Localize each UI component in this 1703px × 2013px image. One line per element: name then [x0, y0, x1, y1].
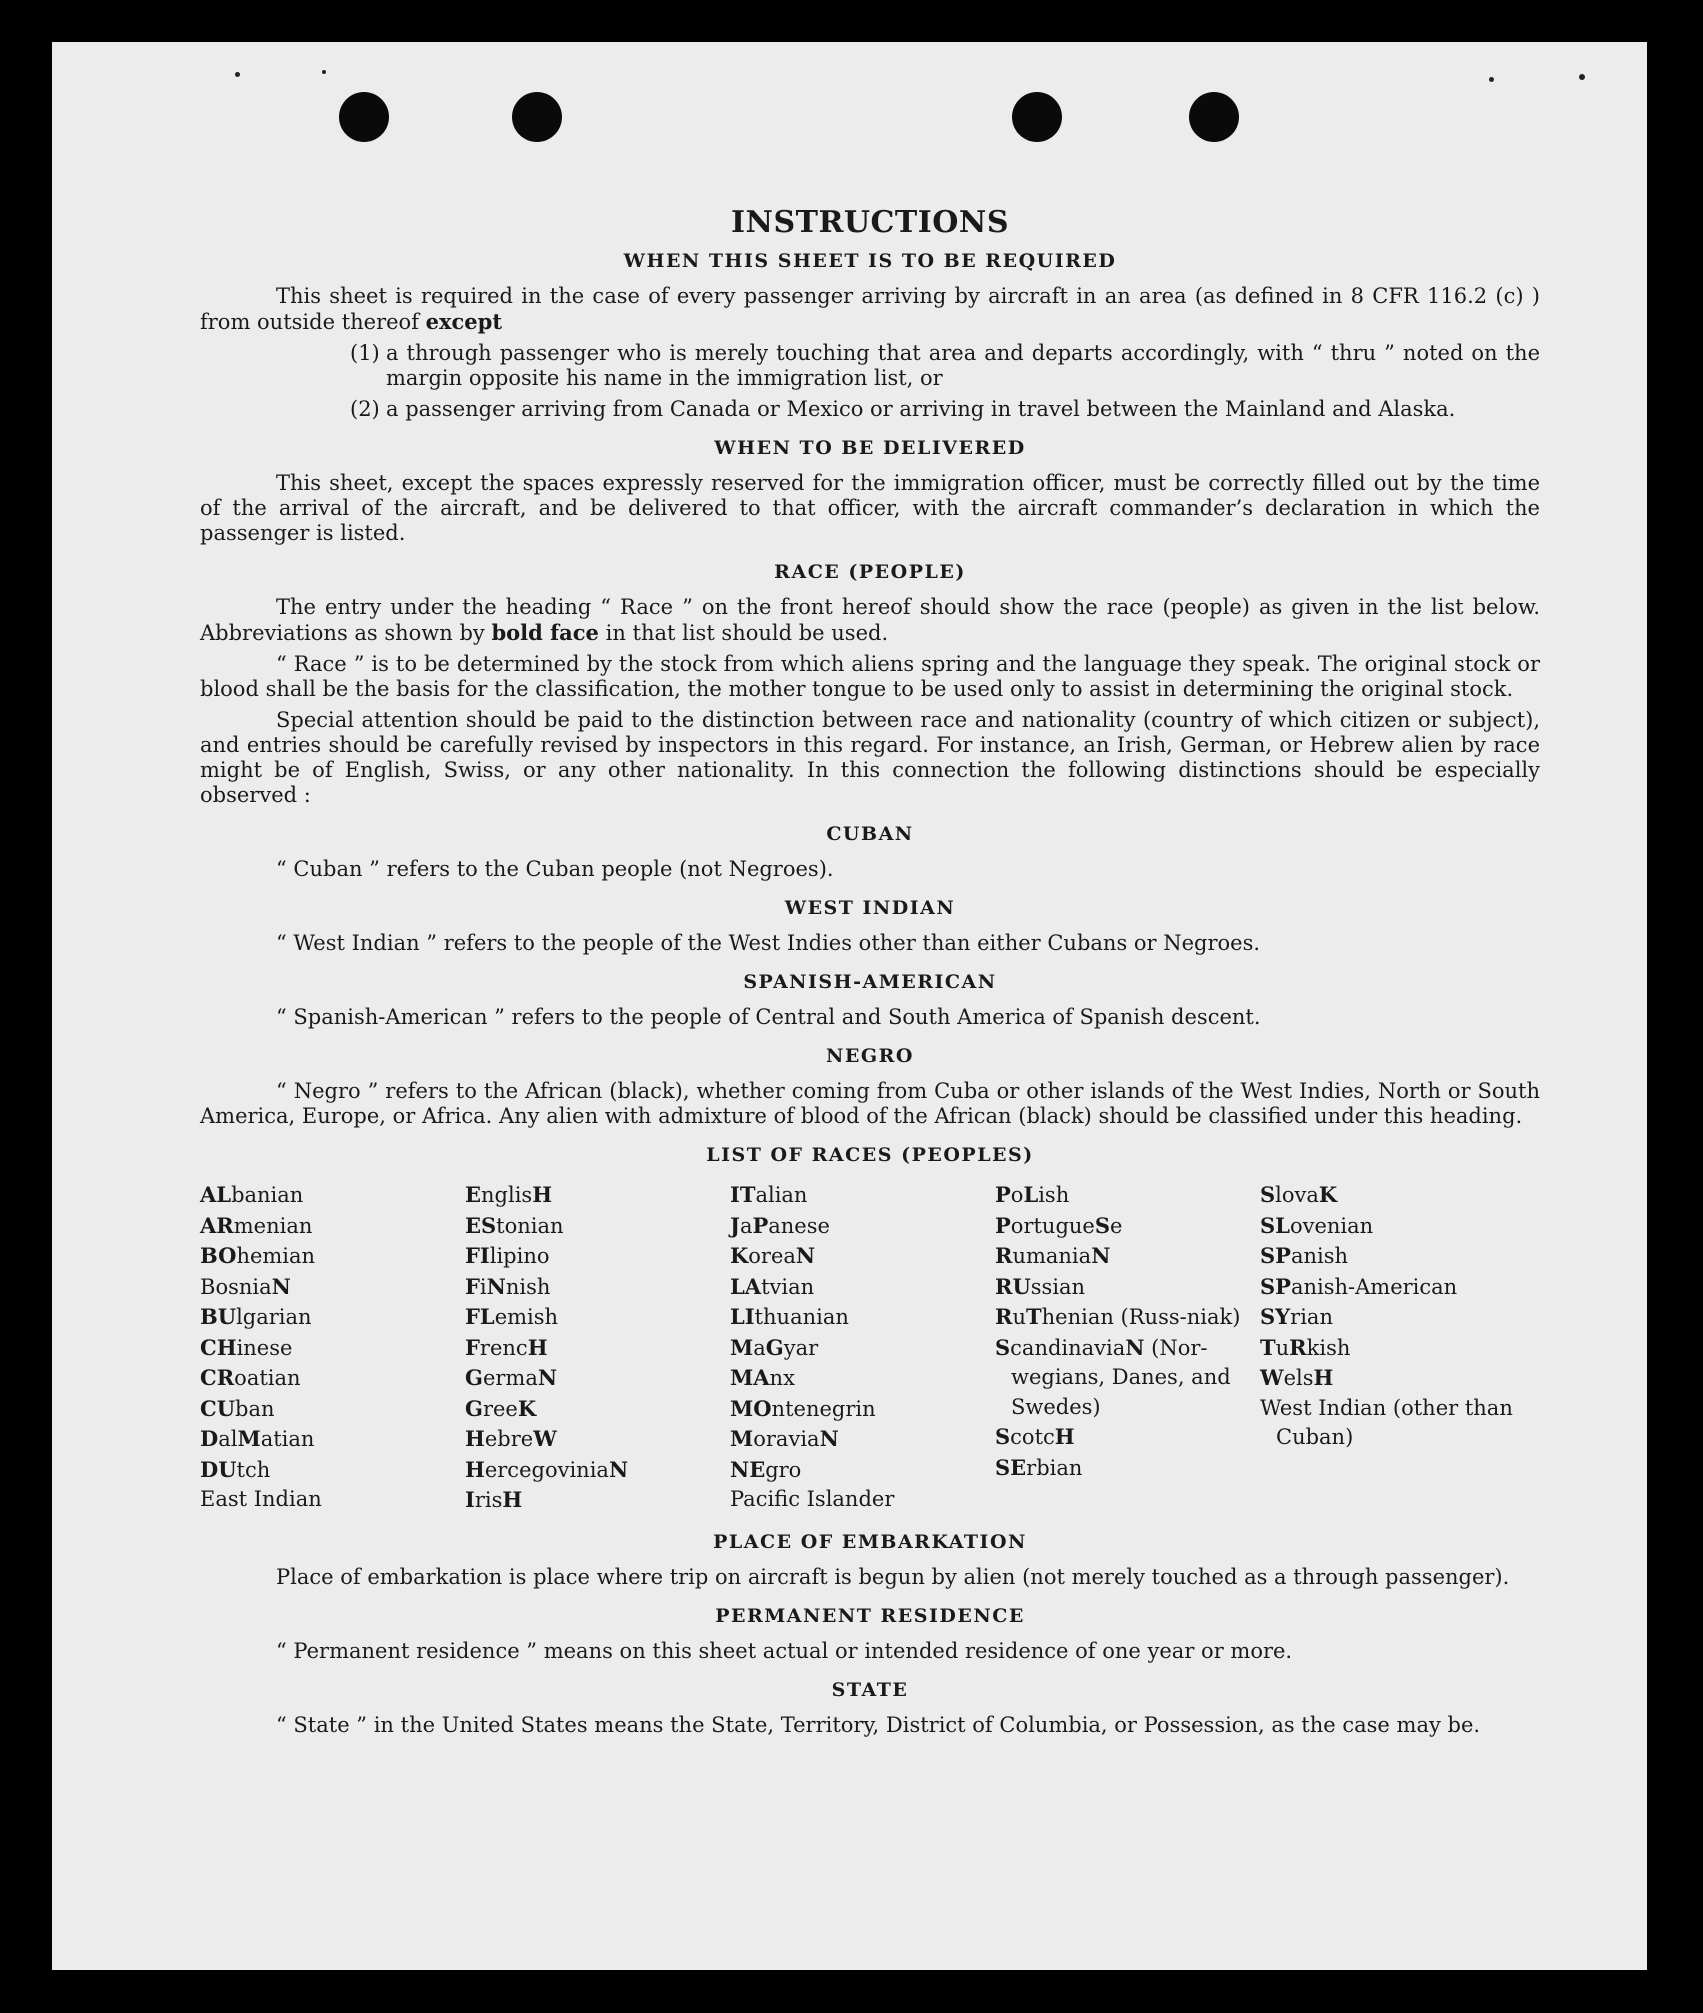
race-list-item	[995, 1180, 1260, 1211]
race-abbreviation: P	[995, 1212, 1011, 1238]
race-abbreviation: M	[730, 1426, 754, 1451]
race-name-part: umania	[1012, 1244, 1092, 1268]
race-abbreviation: G	[465, 1365, 483, 1390]
race-list-column	[995, 1180, 1260, 1516]
race-abbreviation: N	[271, 1273, 291, 1299]
race-list-item	[465, 1363, 730, 1394]
race-name-part: candinavia	[1010, 1335, 1126, 1360]
race-abbreviation: F	[465, 1273, 480, 1299]
race-list-item	[730, 1211, 995, 1242]
race-abbreviation: DU	[200, 1456, 237, 1482]
race-abbreviation: S	[995, 1334, 1011, 1360]
race-list-item	[730, 1485, 995, 1515]
race-list-item	[465, 1302, 730, 1333]
race-list-item	[200, 1333, 465, 1364]
race-abbreviation: LI	[730, 1304, 755, 1329]
race-name-part: ortugue	[1010, 1213, 1095, 1238]
race-name-part: renc	[479, 1335, 528, 1360]
race-name-part: osnia	[215, 1274, 272, 1299]
race-name-part: (Nor-wegians, Danes, and Swedes)	[1011, 1335, 1231, 1419]
section-heading-negro: NEGRO	[826, 1045, 914, 1067]
place-of-embarkation-text: Place of embarkation is place where trip on aircraft is begun by alien (not merely touched as a through passenger).	[276, 1564, 1510, 1589]
race-name-part: oatian	[234, 1366, 301, 1390]
race-abbreviation: FL	[465, 1304, 495, 1329]
punch-hole	[1189, 92, 1239, 142]
race-name-part: thuanian	[754, 1305, 849, 1329]
race-name-part: anish-American	[1290, 1274, 1458, 1299]
race-name-part: a	[753, 1335, 766, 1360]
negro-text: “ Negro ” refers to the African (black), whether coming from Cuba or other islands of the West Indies, North or South America, Europe, or Africa. Any alien with admixture of blood of the African (black) should be classified under this heading.	[200, 1079, 1540, 1128]
section-heading-when-required: WHEN THIS SHEET IS TO BE REQUIRED	[623, 250, 1117, 272]
race-list-item	[730, 1424, 995, 1455]
race-abbreviation: LA	[730, 1273, 762, 1299]
section-heading-place-of-embarkation: PLACE OF EMBARKATION	[713, 1530, 1027, 1553]
race-abbreviation: H	[502, 1487, 523, 1512]
race-list-item	[200, 1394, 465, 1425]
race-name-part: al	[218, 1427, 238, 1451]
section-heading-west-indian: WEST INDIAN	[784, 897, 956, 919]
section-heading-when-delivered: WHEN TO BE DELIVERED	[714, 437, 1026, 459]
race-abbreviation: L	[1023, 1182, 1039, 1207]
race-name-part: ssian	[1030, 1274, 1086, 1299]
race-list-item	[465, 1455, 730, 1486]
race-name-part: atian	[260, 1427, 315, 1451]
race-abbreviation: R	[1289, 1334, 1307, 1360]
race-list-item	[1260, 1363, 1525, 1394]
race-list-item	[730, 1363, 995, 1394]
race-abbreviation: CH	[200, 1334, 237, 1360]
race-list-item	[200, 1211, 465, 1242]
race-name-part: East Indian	[200, 1487, 322, 1511]
race-list-item	[465, 1241, 730, 1272]
race-abbreviation: N	[819, 1426, 839, 1451]
race-list-item	[995, 1211, 1260, 1242]
race-name-part: tch	[236, 1457, 271, 1482]
race-abbreviation: H	[532, 1182, 553, 1207]
race-list-item	[995, 1241, 1260, 1272]
race-abbreviation: M	[237, 1426, 261, 1451]
race-abbreviation: IT	[730, 1182, 756, 1207]
race-list-item	[995, 1422, 1260, 1453]
section-heading-permanent-residence: PERMANENT RESIDENCE	[715, 1604, 1025, 1627]
race-abbreviation: T	[1260, 1334, 1276, 1360]
race-abbreviation: N	[608, 1456, 629, 1482]
race-name-part: inese	[236, 1335, 293, 1360]
race-abbreviation: MA	[730, 1365, 770, 1390]
section-heading-spanish-american: SPANISH-AMERICAN	[743, 971, 997, 993]
race-abbreviation: E	[465, 1182, 482, 1207]
race-list-item	[200, 1180, 465, 1211]
race-abbreviation: P	[752, 1212, 769, 1238]
race-abbreviation: F	[465, 1334, 480, 1360]
race-name-part: o	[1010, 1183, 1024, 1207]
race-list-column	[200, 1180, 465, 1516]
race-name-part: yar	[783, 1335, 819, 1360]
race-name-part: ree	[482, 1396, 518, 1421]
race-name-part: hemian	[236, 1244, 316, 1268]
race-name-part: ris	[474, 1488, 503, 1512]
race-abbreviation: FI	[465, 1243, 490, 1268]
race-abbreviation: S	[1094, 1212, 1111, 1238]
race-list-item	[730, 1394, 995, 1425]
race-abbreviation: SP	[1260, 1243, 1291, 1268]
race-name-part: ban	[235, 1396, 275, 1421]
page-title: INSTRUCTIONS	[731, 205, 1009, 240]
ink-speck	[1489, 77, 1494, 82]
ink-speck	[322, 70, 326, 74]
race-list-item	[200, 1455, 465, 1486]
race-name-part: rbian	[1026, 1455, 1083, 1480]
race-abbreviation: ES	[465, 1212, 497, 1238]
race-list-item	[465, 1333, 730, 1364]
race-name-part: alian	[755, 1183, 808, 1207]
section-heading-race: RACE (PEOPLE)	[774, 561, 966, 583]
race-name-part: West Indian (other than Cuban)	[1260, 1395, 1513, 1449]
race-name-part: banian	[231, 1183, 304, 1207]
race-list-item	[1260, 1211, 1525, 1242]
race-list-item	[730, 1455, 995, 1486]
race-name-part: emish	[494, 1305, 559, 1329]
race-list-item	[200, 1272, 465, 1303]
race-list-item	[465, 1180, 730, 1211]
race-abbreviation: NE	[730, 1456, 766, 1482]
race-list-item	[465, 1424, 730, 1455]
punch-hole	[339, 92, 389, 142]
race-name-part: lgarian	[236, 1305, 312, 1329]
ink-speck	[235, 72, 240, 77]
race-abbreviation: K	[730, 1243, 749, 1268]
race-list-item	[1260, 1333, 1525, 1364]
race-abbreviation: M	[730, 1334, 754, 1360]
race-list-column	[730, 1180, 995, 1516]
race-list-item	[1260, 1394, 1525, 1453]
permanent-residence-text: “ Permanent residence ” means on this sheet actual or intended residence of one year or more.	[276, 1638, 1293, 1663]
race-abbreviation: N	[486, 1273, 506, 1299]
race-abbreviation: H	[527, 1334, 548, 1360]
item-number: (2)	[350, 397, 380, 421]
race-abbreviation: K	[1318, 1182, 1338, 1207]
race-abbreviation: K	[517, 1395, 537, 1421]
race-name-part: oravia	[753, 1427, 820, 1451]
race-abbreviation: P	[995, 1182, 1011, 1207]
item-text: a through passenger who is merely touching that area and departs accordingly, with “ thru ” noted on the margin opposite his name in the immigration list, or	[386, 341, 1540, 390]
race-abbreviation: D	[200, 1426, 219, 1451]
race-name-part: nglis	[481, 1183, 533, 1207]
race-abbreviation: MO	[730, 1395, 772, 1421]
race-name-part: ercegovinia	[484, 1457, 609, 1482]
punch-hole	[1012, 92, 1062, 142]
race-list-item	[730, 1241, 995, 1272]
race-list-item	[1260, 1272, 1525, 1303]
item-text: a passenger arriving from Canada or Mexico or arriving in travel between the Mainland and Alaska.	[386, 397, 1456, 421]
race-abbreviation: G	[765, 1334, 784, 1360]
race-abbreviation: W	[1260, 1365, 1284, 1390]
section-heading-cuban: CUBAN	[826, 823, 914, 845]
instructions-content	[200, 162, 1540, 1744]
race-abbreviation: CU	[200, 1395, 236, 1421]
race-abbreviation: N	[1091, 1243, 1111, 1268]
race-abbreviation: G	[465, 1395, 483, 1421]
race-abbreviation: N	[795, 1243, 816, 1268]
race-list-item	[995, 1272, 1260, 1303]
spanish-american-text: “ Spanish-American ” refers to the people of Central and South America of Spanish descent.	[276, 1005, 1261, 1029]
race-list-item	[200, 1424, 465, 1455]
race-list-item	[200, 1485, 465, 1515]
race-abbreviation: SP	[1260, 1273, 1291, 1299]
race-name-part: lipino	[489, 1244, 550, 1268]
race-abbreviation: BO	[200, 1243, 237, 1268]
race-name-part: ebre	[484, 1427, 534, 1451]
race-abbreviation: H	[1313, 1365, 1334, 1390]
race-paragraph-2: “ Race ” is to be determined by the stock from which aliens spring and the language they speak. The original stock or blood shall be the basis for the classification, the mother tongue to be used only to assist in determining the original stock.	[200, 652, 1540, 701]
race-list-item	[200, 1241, 465, 1272]
when-delivered-text: This sheet, except the spaces expressly reserved for the immigration officer, must be correctly filled out by the time of the arrival of the aircraft, and be delivered to that officer, with the aircraft commander’s declaration in which the passenger is listed.	[200, 471, 1540, 545]
race-list-item	[465, 1394, 730, 1425]
race-name-part: B	[200, 1274, 216, 1299]
race-name-part: kish	[1306, 1335, 1351, 1360]
race-abbreviation: N	[537, 1365, 558, 1390]
race-list-item	[200, 1363, 465, 1394]
race-list-item	[995, 1453, 1260, 1484]
punch-hole	[512, 92, 562, 142]
race-abbreviation: W	[533, 1426, 557, 1451]
race-name-part: tonian	[496, 1213, 564, 1238]
race-name-part: ish	[1038, 1183, 1070, 1207]
race-abbreviation: N	[1125, 1334, 1145, 1360]
race-name-part: nx	[769, 1366, 795, 1390]
race-name-part: anish	[1290, 1244, 1349, 1268]
race-abbreviation: S	[995, 1424, 1011, 1449]
race-abbreviation: R	[995, 1304, 1013, 1329]
state-text: “ State ” in the United States means the State, Territory, District of Columbia, or Possession, as the case may be.	[276, 1712, 1481, 1737]
race-list-item	[465, 1211, 730, 1242]
race-name-part: Pacific Islander	[730, 1487, 895, 1511]
race-name-part: ovenian	[1289, 1213, 1374, 1238]
race-name-part: a	[739, 1213, 753, 1238]
race-name-part: cotc	[1010, 1425, 1055, 1449]
race-list-column	[1260, 1180, 1525, 1516]
race-name-part: erma	[482, 1366, 538, 1390]
race-abbreviation: SL	[1260, 1212, 1290, 1238]
race-name-part: i	[479, 1274, 487, 1299]
race-name-part: e	[1110, 1213, 1123, 1238]
race-abbreviation: T	[1025, 1304, 1042, 1329]
race-abbreviation: I	[465, 1487, 475, 1512]
race-abbreviation: BU	[200, 1304, 237, 1329]
race-list-item	[730, 1333, 995, 1364]
race-abbreviation: H	[1054, 1424, 1075, 1449]
race-name-part: gro	[765, 1457, 802, 1482]
race-list-item	[730, 1302, 995, 1333]
race-name-part: nish	[505, 1274, 551, 1299]
race-abbreviation: AL	[200, 1182, 232, 1207]
race-name-part: lova	[1275, 1183, 1319, 1207]
race-abbreviation: S	[1260, 1182, 1276, 1207]
race-abbreviation: H	[465, 1426, 485, 1451]
race-abbreviation: H	[465, 1456, 485, 1482]
race-list-item	[730, 1272, 995, 1303]
race-abbreviation: CR	[200, 1365, 235, 1390]
section-heading-list-of-races: LIST OF RACES (PEOPLES)	[706, 1144, 1034, 1166]
race-list-table	[200, 1180, 1540, 1516]
race-list-item	[995, 1302, 1260, 1333]
race-list-item	[730, 1180, 995, 1211]
section-heading-state: STATE	[831, 1678, 909, 1701]
ink-speck	[1579, 74, 1585, 80]
race-name-part: anese	[768, 1213, 830, 1238]
race-paragraph-3: Special attention should be paid to the distinction between race and nationality (country of which citizen or subject), and entries should be carefully revised by inspectors in this regard. For instance, an Irish, German, or Hebrew alien by race might be of English, Swiss, or any other nationality. In this connection the following distinctions should be especially observed :	[200, 708, 1540, 807]
race-name-part: u	[1275, 1335, 1290, 1360]
race-name-part: els	[1283, 1366, 1314, 1390]
exception-item	[350, 397, 1540, 422]
race-list-item	[465, 1272, 730, 1303]
race-list-item	[1260, 1180, 1525, 1211]
race-list-item	[995, 1333, 1260, 1423]
race-name-part: ntenegrin	[771, 1396, 876, 1421]
race-name-part: rian	[1290, 1305, 1333, 1329]
race-list-item	[1260, 1241, 1525, 1272]
west-indian-text: “ West Indian ” refers to the people of the West Indies other than either Cubans or Negroes.	[276, 931, 1261, 955]
race-abbreviation: J	[730, 1212, 740, 1238]
race-name-part: tvian	[761, 1274, 815, 1299]
race-list-item	[1260, 1302, 1525, 1333]
race-paragraph-1: The entry under the heading “ Race ” on the front hereof should show the race (people) as given in the list below. Abbreviations as shown by bold face in that list should be used.	[200, 595, 1540, 645]
when-required-intro: This sheet is required in the case of every passenger arriving by aircraft in an area (as defined in 8 CFR 116.2 (c) ) from outside thereof except	[200, 284, 1540, 334]
exception-item	[350, 341, 1540, 391]
race-abbreviation: AR	[200, 1212, 234, 1238]
race-name-part: orea	[748, 1244, 796, 1268]
race-abbreviation: RU	[995, 1273, 1031, 1299]
document-sheet	[52, 42, 1647, 1970]
race-list-item	[465, 1485, 730, 1516]
race-abbreviation: SE	[995, 1454, 1027, 1480]
race-abbreviation: SY	[1260, 1304, 1291, 1329]
race-list-column	[465, 1180, 730, 1516]
race-abbreviation: R	[995, 1243, 1013, 1268]
race-name-part: henian (Russ-niak)	[1041, 1305, 1241, 1329]
cuban-text: “ Cuban ” refers to the Cuban people (not Negroes).	[276, 857, 834, 881]
race-name-part: u	[1012, 1305, 1026, 1329]
race-name-part: menian	[233, 1213, 313, 1238]
item-number: (1)	[350, 341, 380, 365]
race-list-item	[200, 1302, 465, 1333]
